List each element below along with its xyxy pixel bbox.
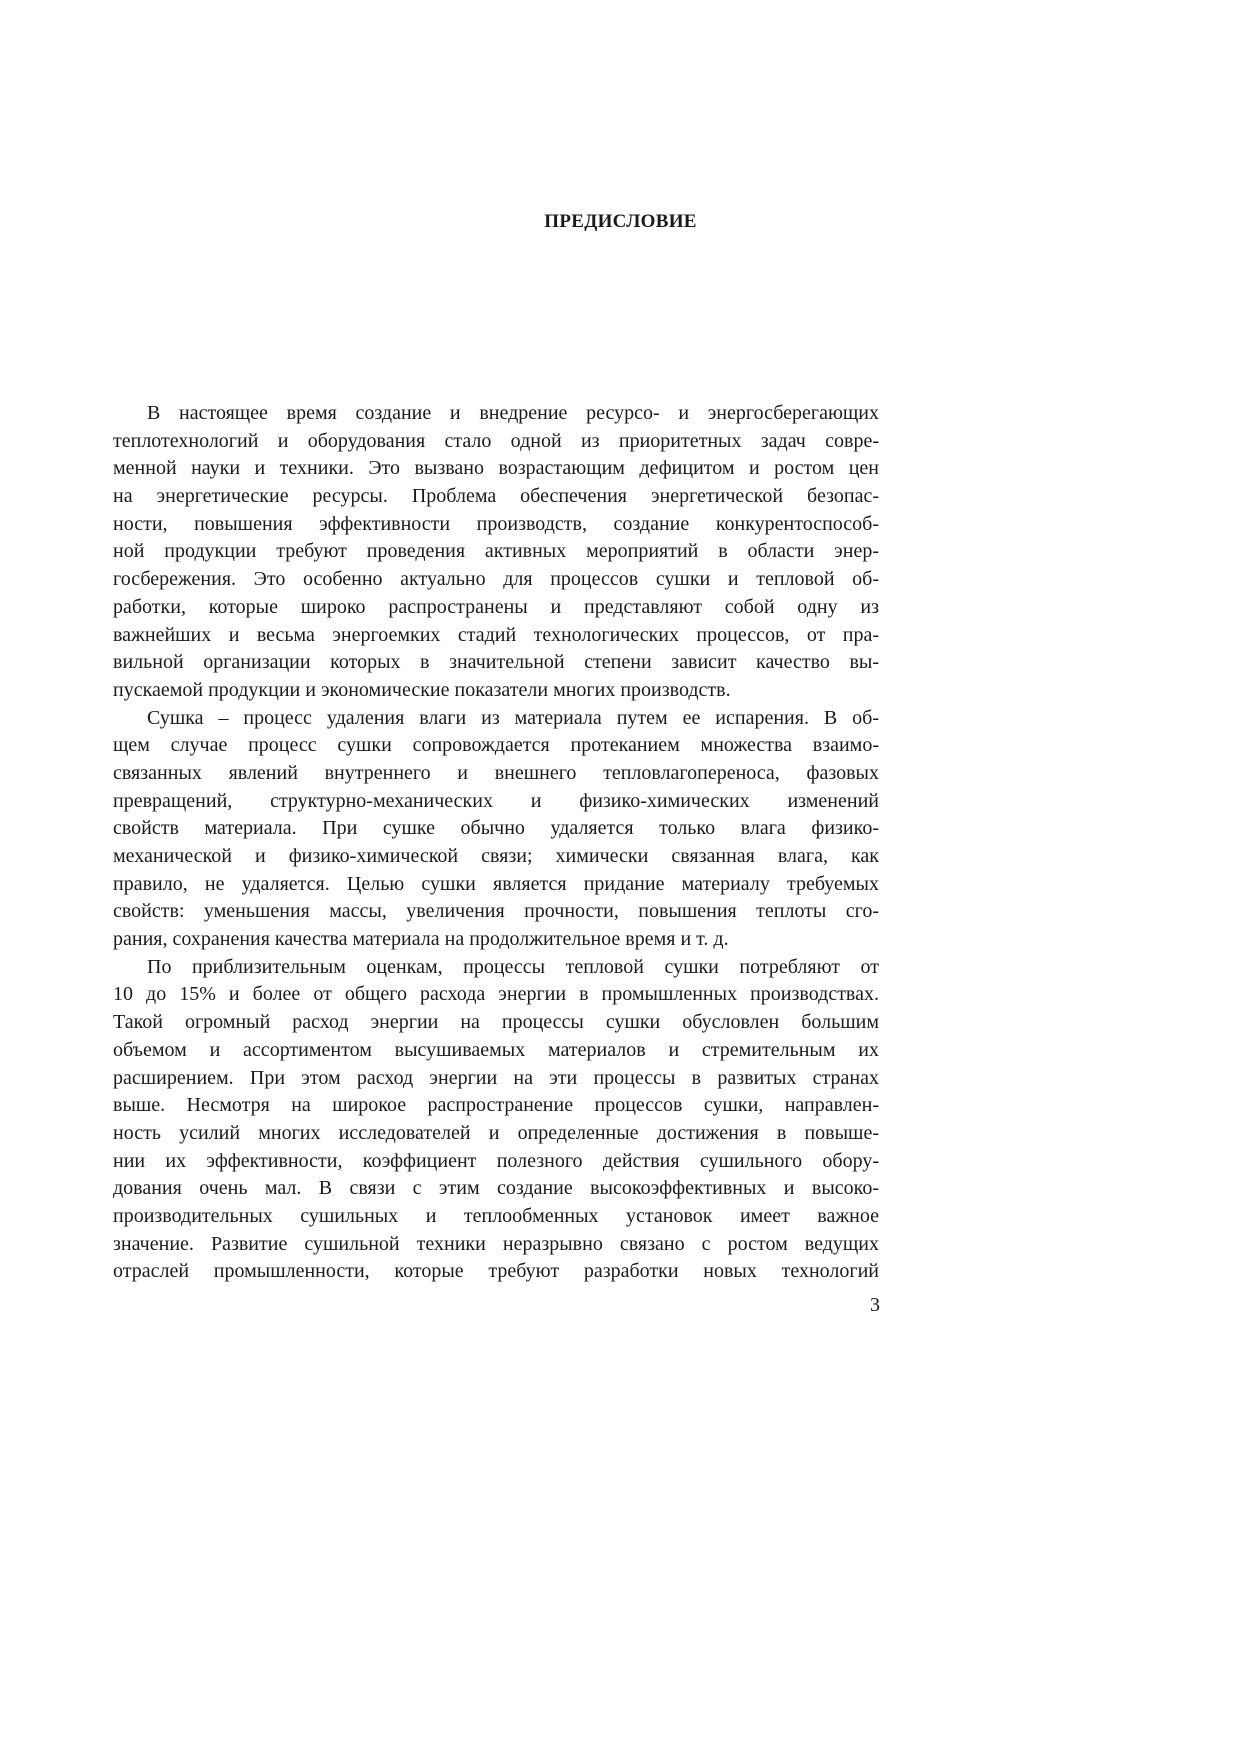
text-line: превращений, структурно-механических и физико-химических изменений — [113, 789, 879, 812]
page-title: ПРЕДИСЛОВИЕ — [544, 211, 697, 232]
text-line: свойств материала. При сушке обычно удаляется только влага физико- — [113, 817, 879, 840]
text-line: отраслей промышленности, которые требуют разработки новых технологий — [113, 1260, 879, 1283]
text-line: правило, не удаляется. Целью сушки является придание материалу требуемых — [113, 872, 879, 895]
paragraph — [113, 954, 879, 1286]
text-line: Такой огромный расход энергии на процессы сушки обусловлен большим — [113, 1011, 879, 1034]
text-line: менной науки и техники. Это вызвано возрастающим дефицитом и ростом цен — [113, 457, 879, 480]
text-line: По приблизительным оценкам, процессы тепловой сушки потребляют от — [147, 955, 879, 978]
text-line: дования очень мал. В связи с этим создание высокоэффективных и высоко- — [113, 1177, 879, 1200]
text-line: расширением. При этом расход энергии на эти процессы в развитых странах — [113, 1066, 879, 1089]
paragraph — [113, 400, 879, 705]
text-line: Сушка – процесс удаления влаги из материала путем ее испарения. В об- — [147, 706, 879, 729]
text-line: механической и физико-химической связи; химически связанная влага, как — [113, 845, 879, 867]
text-line: важнейших и весьма энергоемких стадий технологических процессов, от пра- — [113, 623, 879, 646]
text-line: на энергетические ресурсы. Проблема обеспечения энергетической безопас- — [113, 485, 879, 508]
text-line: работки, которые широко распространены и представляют собой одну из — [113, 595, 879, 618]
text-line: теплотехнологий и оборудования стало одной из приоритетных задач совре- — [113, 429, 879, 452]
text-line: В настоящее время создание и внедрение ресурсо- и энергосберегающих — [147, 402, 879, 424]
text-line: 10 до 15% и более от общего расхода энергии в промышленных производствах. — [113, 983, 879, 1006]
text-line: вильной организации которых в значительной степени зависит качество вы- — [113, 651, 879, 674]
text-line: значение. Развитие сушильной техники неразрывно связано с ростом ведущих — [113, 1232, 879, 1255]
text-line: ности, повышения эффективности производств, создание конкурентоспособ- — [113, 512, 879, 535]
text-line: связанных явлений внутреннего и внешнего тепловлагопереноса, фазовых — [113, 761, 879, 784]
text-line: щем случае процесс сушки сопровождается протеканием множества взаимо- — [113, 734, 879, 757]
text-line: пускаемой продукции и экономические показатели многих производств. — [113, 678, 731, 701]
text-line: ной продукции требуют проведения активных мероприятий в области энер- — [113, 540, 879, 563]
text-line: ность усилий многих исследователей и определенные достижения в повыше- — [113, 1121, 879, 1144]
text-line: госбережения. Это особенно актуально для процессов сушки и тепловой об- — [113, 568, 879, 591]
text-line: объемом и ассортиментом высушиваемых материалов и стремительным их — [113, 1038, 879, 1061]
page-number: 3 — [870, 1294, 880, 1316]
paragraph — [113, 705, 879, 954]
text-line: рания, сохранения качества материала на продолжительное время и т. д. — [113, 928, 729, 951]
text-line: выше. Несмотря на широкое распространение процессов сушки, направлен- — [113, 1094, 879, 1117]
text-line: нии их эффективности, коэффициент полезного действия сушильного обору- — [113, 1149, 879, 1172]
text-line: свойств: уменьшения массы, увеличения прочности, повышения теплоты сго- — [113, 900, 879, 923]
text-line: производительных сушильных и теплообменных установок имеет важное — [113, 1204, 879, 1227]
body-text — [113, 400, 879, 1286]
